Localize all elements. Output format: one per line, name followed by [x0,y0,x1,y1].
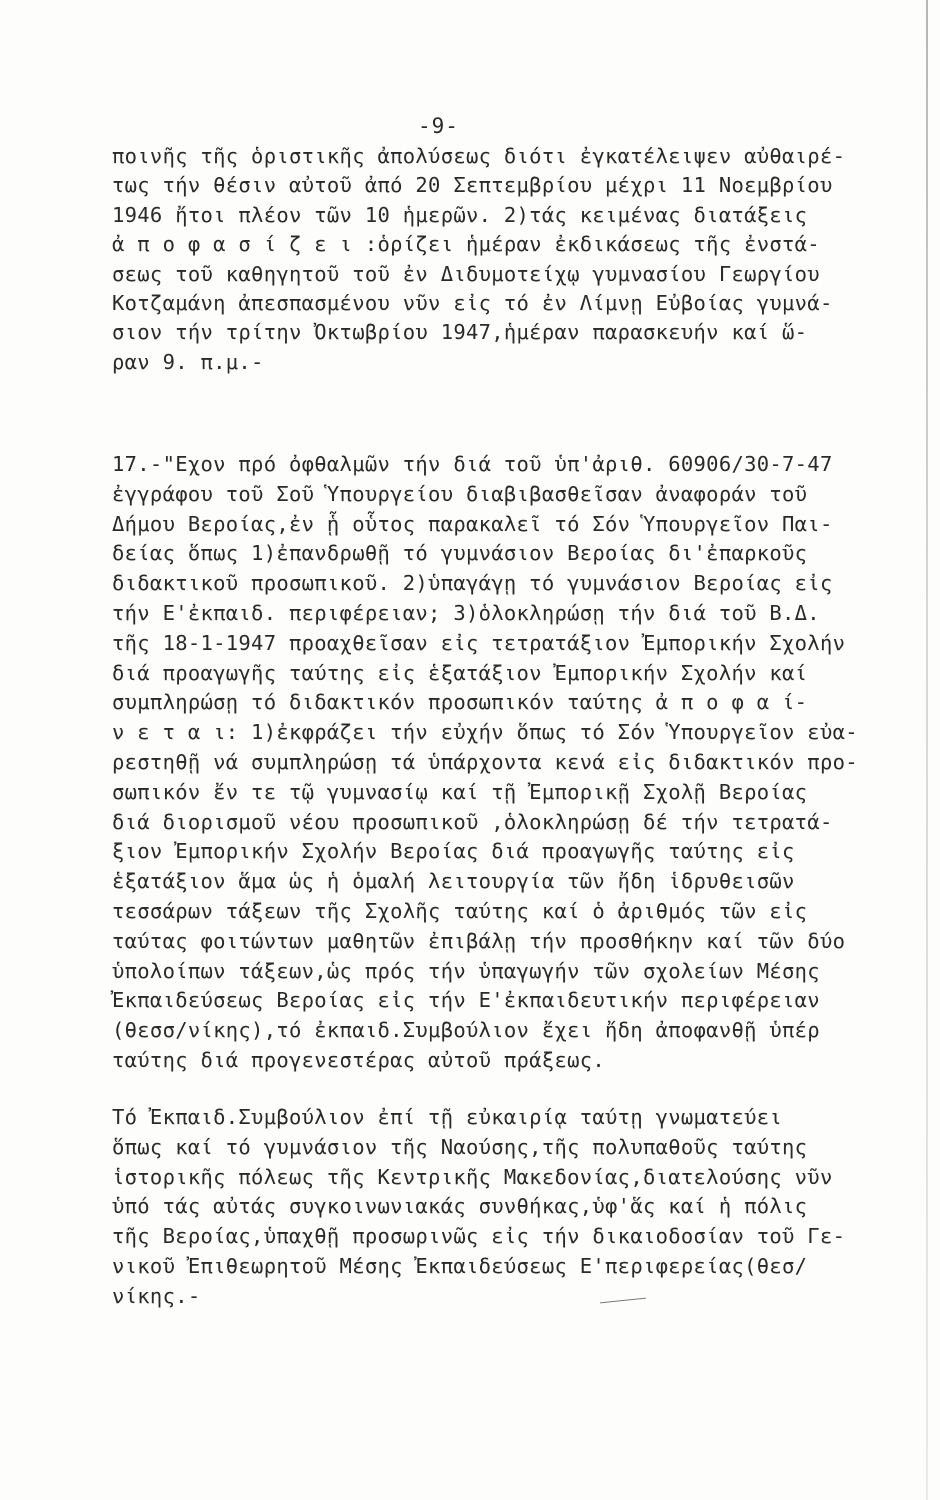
text-line: ξιον Ἐμπορικήν Σχολήν Βεροίας διά προαγωγῆς ταύτης εἰς [112,839,795,864]
text-line: ἑξατάξιον ἅμα ὡς ἡ ὁμαλή λειτουργία τῶν ἤδη ἱδρυθεισῶν [112,869,795,894]
text-line: Ἐκπαιδεύσεως Βεροίας εἰς τήν Ε'ἐκπαιδευτικήν περιφέρειαν [112,988,820,1013]
text-line: 1946 ἤτοι πλέον τῶν 10 ἡμερῶν. 2)τάς κειμένας διατάξεις [112,202,808,227]
text-line: ὑπολοίπων τάξεων,ὡς πρός τήν ὑπαγωγήν τῶν σχολείων Μέσης [112,958,820,983]
text-line: σιον τήν τρίτην Ὀκτωβρίου 1947,ἡμέραν παρασκευήν καί ὥ- [112,320,808,345]
text-line: ἐγγράφου τοῦ Σοῦ Ὑπουργείου διαβιβασθεῖσαν ἀναφοράν τοῦ [112,481,808,506]
text-line: Κοτζαμάνη ἀπεσπασμένου νῦν εἰς τό ἐν Λίμνῃ Εὐβοίας γυμνά- [112,290,833,315]
paragraph-2 [112,450,902,1076]
page-number: -9- [418,114,459,138]
text-line: νίκης.- [112,1283,201,1308]
binding-edge [926,0,928,1500]
paragraph-3 [112,1103,902,1312]
text-line: ν ε τ α ι: 1)ἐκφράζει τήν εὐχήν ὅπως τό Σόν Ὑπουργεῖον εὐα- [112,720,858,745]
text-line: Δήμου Βεροίας,ἐν ᾗ οὗτος παρακαλεῖ τό Σόν Ὑπουργεῖον Παι- [112,511,833,536]
text-line: διδακτικοῦ προσωπικοῦ. 2)ὑπαγάγῃ τό γυμνάσιον Βεροίας εἰς [112,571,833,596]
paragraph-1 [112,142,902,377]
text-line: νικοῦ Ἐπιθεωρητοῦ Μέσης Ἐκπαιδεύσεως Ε'περιφερείας(θεσ/ [112,1253,808,1278]
text-line: τῆς Βεροίας,ὑπαχθῇ προσωρινῶς εἰς τήν δικαιοδοσίαν τοῦ Γε- [112,1224,846,1249]
text-line: ραν 9. π.μ.- [112,349,264,374]
text-line: ὅπως καί τό γυμνάσιον τῆς Ναούσης,τῆς πολυπαθοῦς ταύτης [112,1134,808,1159]
text-line: σωπικόν ἔν τε τῷ γυμνασίῳ καί τῇ Ἐμπορικῇ Σχολῇ Βεροίας [112,779,808,804]
text-line: ἱστορικῆς πόλεως τῆς Κεντρικῆς Μακεδονίας,διατελούσης νῦν [112,1164,833,1189]
text-line: τεσσάρων τάξεων τῆς Σχολῆς ταύτης καί ὁ ἀριθμός τῶν εἰς [112,898,808,923]
text-line: διά διορισμοῦ νέου προσωπικοῦ ,ὁλοκληρώσῃ δέ τήν τετρατά- [112,809,833,834]
text-line: ποινῆς τῆς ὁριστικῆς ἀπολύσεως διότι ἐγκατέλειψεν αὐθαιρέ- [112,144,846,168]
text-line: ἀ π ο φ α σ ί ζ ε ι :ὁρίζει ἡμέραν ἐκδικάσεως τῆς ἐνστά- [112,232,820,257]
text-line: δείας ὅπως 1)ἐπανδρωθῇ τό γυμνάσιον Βεροίας δι'ἐπαρκοῦς [112,541,808,566]
text-line: διά προαγωγῆς ταύτης εἰς ἑξατάξιον Ἐμπορικήν Σχολήν καί [112,660,808,685]
text-line: 17.-"Εχον πρό ὀφθαλμῶν τήν διά τοῦ ὑπ'ἀριθ. 60906/30-7-47 [112,452,833,476]
text-line: σεως τοῦ καθηγητοῦ τοῦ ἐν Διδυμοτείχῳ γυμνασίου Γεωργίου [112,261,820,286]
text-line: τως τήν θέσιν αὐτοῦ ἀπό 20 Σεπτεμβρίου μέχρι 11 Νοεμβρίου [112,173,833,198]
text-line: τήν Ε'ἐκπαιδ. περιφέρειαν; 3)ὁλοκληρώσῃ τήν διά τοῦ Β.Δ. [112,600,820,625]
text-line: ταύτης διά προγενεστέρας αὐτοῦ πράξεως. [112,1047,606,1072]
text-line: συμπληρώσῃ τό διδακτικόν προσωπικόν ταύτης ἀ π ο φ α ί- [112,690,808,715]
text-line: (θεσσ/νίκης),τό ἐκπαιδ.Συμβούλιον ἔχει ἤδη ἀποφανθῇ ὑπέρ [112,1018,820,1043]
text-line: ὑπό τάς αὐτάς συγκοινωνιακάς συνθήκας,ὑφ'ἅς καί ἡ πόλις [112,1194,808,1219]
text-line: τῆς 18-1-1947 προαχθεῖσαν εἰς τετρατάξιον Ἐμπορικήν Σχολήν [112,630,846,655]
text-line: ρεστηθῇ νά συμπληρώσῃ τά ὑπάρχοντα κενά εἰς διδακτικόν προ- [112,749,858,774]
text-line: ταύτας φοιτώντων μαθητῶν ἐπιβάλῃ τήν προσθήκην καί τῶν δύο [112,928,846,953]
text-line: Τό Ἐκπαιδ.Συμβούλιον ἐπί τῇ εὐκαιρίᾳ ταύτῃ γνωματεύει [112,1105,783,1129]
